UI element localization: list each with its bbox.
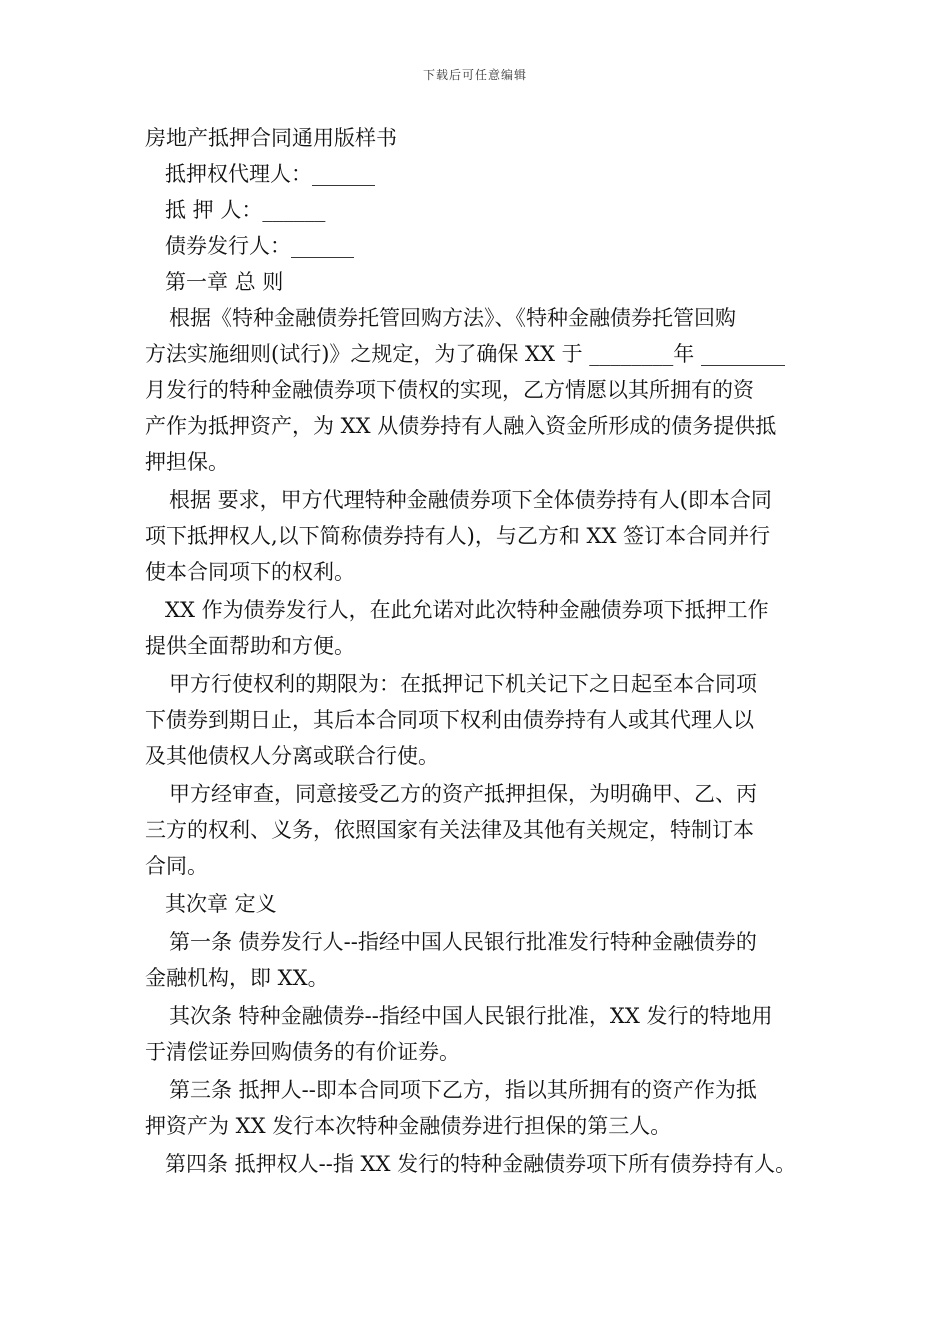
paragraph-line: 甲方行使权利的期限为：在抵押记下机关记下之日起至本合同项: [169, 672, 757, 696]
chapter-heading: 其次章 定义: [165, 892, 277, 916]
paragraph-line: 根据《特种金融债券托管回购方法》、《特种金融债券托管回购: [169, 306, 736, 330]
party-line: 抵押权代理人：______: [165, 162, 375, 186]
paragraph-line: 三方的权利、义务，依照国家有关法律及其他有关规定，特制订本: [145, 818, 754, 842]
party-line: 债券发行人：______: [165, 234, 354, 258]
paragraph-line: 合同。: [145, 854, 208, 878]
article-line: 押资产为 XX 发行本次特种金融债券进行担保的第三人。: [145, 1114, 672, 1138]
chapter-heading: 第一章 总 则: [165, 270, 284, 294]
paragraph-line: 月发行的特种金融债券项下债权的实现，乙方情愿以其所拥有的资: [145, 378, 754, 402]
article-line: 第三条 抵押人--即本合同项下乙方，指以其所拥有的资产作为抵: [169, 1078, 757, 1102]
party-line: 抵 押 人：______: [165, 198, 326, 222]
paragraph-line: 押担保。: [145, 450, 229, 474]
article-line: 其次条 特种金融债券--指经中国人民银行批准，XX 发行的特地用: [169, 1004, 773, 1028]
article-line: 第四条 抵押权人--指 XX 发行的特种金融债券项下所有债券持有人。: [165, 1152, 797, 1176]
paragraph-line: 及其他债权人分离或联合行使。: [145, 744, 439, 768]
paragraph-line: 产作为抵押资产，为 XX 从债券持有人融入资金所形成的债务提供抵: [145, 414, 777, 438]
article-line: 于清偿证券回购债务的有价证券。: [145, 1040, 460, 1064]
article-line: 金融机构，即 XX。: [145, 966, 329, 990]
paragraph-line: XX 作为债券发行人，在此允诺对此次特种金融债券项下抵押工作: [165, 598, 769, 622]
paragraph-line: 根据 要求，甲方代理特种金融债券项下全体债券持有人(即本合同: [169, 488, 772, 512]
paragraph-line: 方法实施细则(试行)》之规定，为了确保 XX 于 ________年 ________: [145, 342, 785, 366]
document-body: [145, 120, 807, 1182]
paragraph-line: 提供全面帮助和方便。: [145, 634, 355, 658]
article-line: 第一条 债券发行人--指经中国人民银行批准发行特种金融债券的: [169, 930, 757, 954]
header-note: 下载后可任意编辑: [422, 68, 527, 82]
paragraph-line: 项下抵押权人,以下简称债券持有人)，与乙方和 XX 签订本合同并行: [145, 524, 771, 548]
paragraph-line: 下债券到期日止，其后本合同项下权利由债券持有人或其代理人以: [145, 708, 754, 732]
document-title: 房地产抵押合同通用版样书: [145, 126, 397, 150]
paragraph-line: 甲方经审查，同意接受乙方的资产抵押担保，为明确甲、乙、丙: [169, 782, 757, 806]
paragraph-line: 使本合同项下的权利。: [145, 560, 355, 584]
